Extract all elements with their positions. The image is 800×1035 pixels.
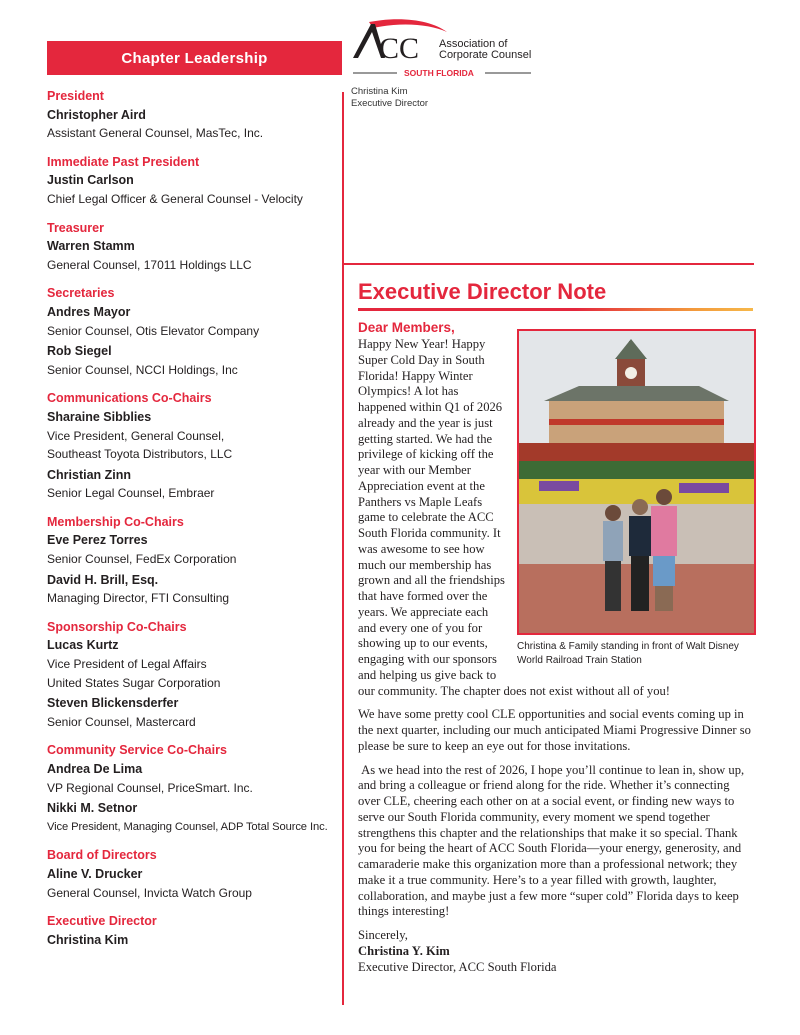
person-role: Vice President, General Counsel, bbox=[47, 428, 225, 443]
contact-block bbox=[351, 86, 428, 110]
closing: Sincerely, bbox=[358, 928, 408, 942]
chapter-leadership bbox=[47, 41, 342, 949]
leadership-section bbox=[47, 846, 342, 902]
leadership-section bbox=[47, 912, 342, 949]
person-role: Chief Legal Officer & General Counsel - Velocity bbox=[47, 191, 303, 206]
person-name: Aline V. Drucker bbox=[47, 866, 143, 881]
logo-line2: Corporate Counsel bbox=[439, 49, 532, 61]
leadership-section bbox=[47, 513, 342, 608]
note-body bbox=[358, 337, 753, 975]
person-role: Senior Counsel, Mastercard bbox=[47, 714, 196, 729]
family-photo bbox=[517, 329, 756, 635]
leadership-section bbox=[47, 87, 342, 143]
person-name: Warren Stamm bbox=[47, 239, 135, 254]
signer-name-text: Christina Y. Kim bbox=[358, 943, 450, 958]
section-title: Treasurer bbox=[47, 220, 104, 235]
person-role: United States Sugar Corporation bbox=[47, 675, 221, 690]
greeting: Dear Members, bbox=[358, 320, 455, 335]
person-name: Andres Mayor bbox=[47, 304, 131, 319]
person-name: Nikki M. Setnor bbox=[47, 801, 138, 816]
photo-caption: Christina & Family standing in front of Walt Disney World Railroad Train Station bbox=[517, 641, 739, 666]
signature bbox=[358, 928, 753, 975]
person-role: General Counsel, 17011 Holdings LLC bbox=[47, 257, 252, 272]
person-name: Christopher Aird bbox=[47, 107, 146, 122]
person-name: Eve Perez Torres bbox=[47, 533, 148, 548]
person-name: David H. Brill, Esq. bbox=[47, 572, 159, 587]
person-role: Senior Counsel, NCCI Holdings, Inc bbox=[47, 362, 238, 377]
person-role: General Counsel, Invicta Watch Group bbox=[47, 885, 252, 900]
person-name: Christian Zinn bbox=[47, 467, 132, 482]
person-name: Justin Carlson bbox=[47, 173, 134, 188]
person-role: Senior Counsel, FedEx Corporation bbox=[47, 552, 237, 567]
section-title: Secretaries bbox=[47, 286, 115, 301]
note-title: Executive Director Note bbox=[358, 279, 607, 304]
person-name: Steven Blickensderfer bbox=[47, 696, 179, 711]
section-title: President bbox=[47, 89, 104, 103]
title-underline bbox=[358, 308, 753, 311]
signer-name bbox=[358, 944, 753, 960]
person-role: Senior Legal Counsel, Embraer bbox=[47, 486, 215, 501]
horizontal-divider bbox=[342, 263, 754, 265]
section-title: Membership Co-Chairs bbox=[47, 514, 184, 529]
logo-line1: Association of bbox=[439, 38, 508, 50]
contact-name: Christina Kim bbox=[351, 86, 408, 97]
leadership-section bbox=[47, 741, 342, 836]
contact-title: Executive Director bbox=[351, 98, 429, 109]
person-role: VP Regional Counsel, PriceSmart. Inc. bbox=[47, 780, 253, 795]
leadership-section bbox=[47, 153, 342, 209]
leadership-header: Chapter Leadership bbox=[47, 41, 342, 75]
leadership-section bbox=[47, 284, 342, 379]
paragraph-2: We have some pretty cool CLE opportunities and social events coming up in the next quarter, including our much anticipated Miami Progressive Dinner so please be sure to keep an eye out for those invitations. bbox=[358, 707, 751, 753]
leadership-section bbox=[47, 389, 342, 503]
person-role: Managing Director, FTI Consulting bbox=[47, 591, 230, 606]
signer-title: Executive Director, ACC South Florida bbox=[358, 959, 557, 974]
section-title: Community Service Co-Chairs bbox=[47, 743, 227, 758]
svg-text:CC: CC bbox=[379, 32, 420, 65]
svg-text:SOUTH FLORIDA: SOUTH FLORIDA bbox=[404, 68, 474, 78]
person-name: Rob Siegel bbox=[47, 344, 112, 359]
person-name: Andrea De Lima bbox=[47, 762, 143, 776]
leadership-section bbox=[47, 219, 342, 275]
section-title: Board of Directors bbox=[47, 848, 157, 863]
leadership-section bbox=[47, 618, 342, 732]
paragraph-3: As we head into the rest of 2026, I hope you’ll continue to lean in, show up, and bring a colleague or friend along for the ride. Whether it’s connecting over CLE, cheering each other on at a social event, or finding new ways to serve our South Florida community, every moment we spend together strengthens this chapter and the relationships that make it so special. Thank you for being the heart of ACC South Florida—your energy, generosity, and camaraderie make this organization more than a professional network; they make it a true community. Here’s to a year filled with growth, laughter, collaboration, and maybe just a few more “super cold” Florida days to keep things interesting! bbox=[358, 762, 748, 919]
paragraph-1: Happy New Year! Happy Super Cold Day in South Florida! Happy Winter Olympics! A lot has happened within Q1 of 2026 already and the year is just getting started. We had the privilege of kicking off the year with our Member Appreciation event at the Panthers vs Maple Leafs game to celebrate the ACC South Florida community. It was awesome to see how much our membership has grown and all the friendships that have formed over the years. We appreciate each and every one of you for showing up to our events, engaging with our sponsors and helping us give back to our community. The chapter does not exist without all of you! bbox=[358, 337, 670, 698]
executive-director-note bbox=[358, 279, 753, 975]
person-role: Vice President of Legal Affairs bbox=[47, 657, 207, 672]
person-role: Southeast Toyota Distributors, LLC bbox=[47, 447, 233, 462]
person-role: Senior Counsel, Otis Elevator Company bbox=[47, 323, 260, 338]
person-name: Lucas Kurtz bbox=[47, 638, 119, 653]
person-role: Assistant General Counsel, MasTec, Inc. bbox=[47, 126, 264, 141]
person-name: Sharaine Sibblies bbox=[47, 409, 152, 424]
section-title: Immediate Past President bbox=[47, 154, 200, 169]
section-title: Sponsorship Co-Chairs bbox=[47, 619, 187, 634]
person-role: Vice President, Managing Counsel, ADP Total Source Inc. bbox=[47, 820, 328, 833]
section-title: Executive Director bbox=[47, 914, 157, 929]
vertical-divider bbox=[342, 92, 344, 1005]
photo-figure bbox=[517, 329, 756, 668]
person-name: Christina Kim bbox=[47, 932, 129, 947]
section-title: Communications Co-Chairs bbox=[47, 391, 212, 406]
acc-logo bbox=[351, 18, 536, 80]
